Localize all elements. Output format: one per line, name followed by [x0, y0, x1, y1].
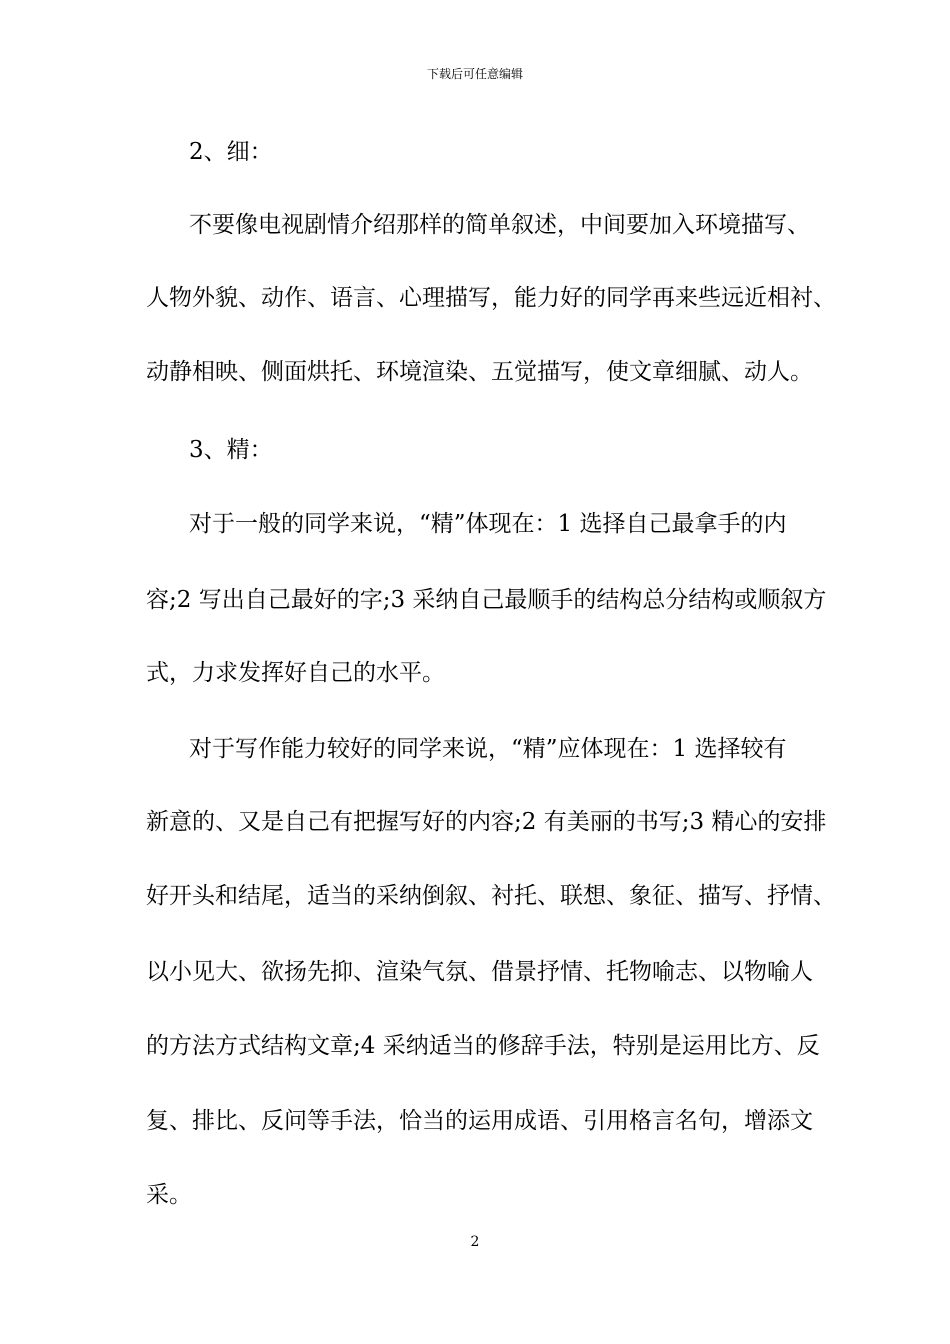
paragraph-line: 人物外貌、动作、语言、心理描写，能力好的同学再来些远近相衬、: [146, 285, 836, 311]
page-number: 2: [470, 1234, 480, 1250]
paragraph-line: 容;2 写出自己最好的字;3 采纳自己最顺手的结构总分结构或顺叙方: [146, 587, 827, 613]
section-heading-jing: 3、精：: [189, 437, 273, 463]
paragraph-line: 新意的、又是自己有把握写好的内容;2 有美丽的书写;3 精心的安排: [146, 809, 827, 835]
section-heading-xi: 2、细：: [189, 139, 273, 165]
paragraph-line: 复、排比、反问等手法，恰当的运用成语、引用格言名句，增添文: [146, 1108, 813, 1134]
paragraph-line: 对于写作能力较好的同学来说，“精”应体现在：1 选择较有: [189, 736, 787, 762]
paragraph-line: 的方法方式结构文章;4 采纳适当的修辞手法，特别是运用比方、反: [146, 1033, 820, 1059]
paragraph-line: 不要像电视剧情介绍那样的简单叙述，中间要加入环境描写、: [189, 212, 810, 238]
paragraph-line: 采。: [146, 1182, 192, 1208]
paragraph-line: 式，力求发挥好自己的水平。: [146, 660, 445, 686]
paragraph-line: 以小见大、欲扬先抑、渲染气氛、借景抒情、托物喻志、以物喻人: [146, 959, 813, 985]
paragraph-line: 对于一般的同学来说，“精”体现在：1 选择自己最拿手的内: [189, 511, 787, 537]
page-header: 下载后可任意编辑: [426, 67, 523, 81]
paragraph-line: 好开头和结尾，适当的采纳倒叙、衬托、联想、象征、描写、抒情、: [146, 883, 836, 909]
paragraph-line: 动静相映、侧面烘托、环境渲染、五觉描写，使文章细腻、动人。: [146, 359, 813, 385]
